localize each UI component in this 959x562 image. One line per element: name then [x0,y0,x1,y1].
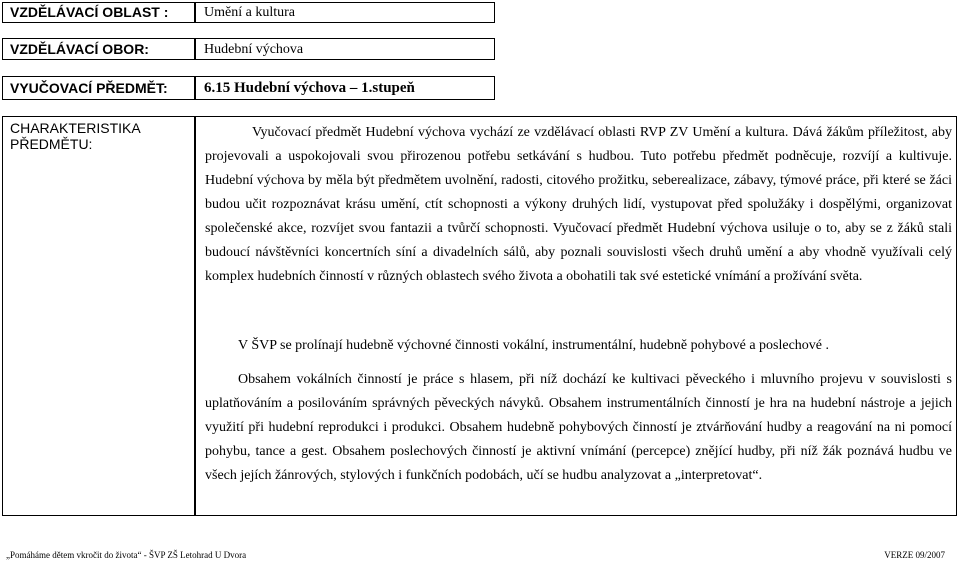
value-vyucovaci-predmet: 6.15 Hudební výchova – 1.stupeň [204,80,415,96]
footer-right: VERZE 09/2007 [884,550,945,560]
label-vzdelavaci-obor: VZDĚLÁVACÍ OBOR: [10,41,149,57]
characteristics-label-box [2,116,195,516]
characteristics-label-line1: CHARAKTERISTIKA [10,120,141,136]
footer-left: „Pomáháme dětem vkročit do života“ - ŠVP ZŠ Letohrad U Dvora [6,550,247,560]
paragraph-intro: Vyučovací předmět Hudební výchova vychází ze vzdělávací oblasti RVP ZV Umění a kultura. Dává žákům příležitost, aby projevovali a uspokojovali svou přirozenou potřebu setkávání s hudbou. Tuto potřebu předmět podněcuje, rozvíjí a kultivuje. Hudební výchova by měla být předmětem uvolnění, radosti, citového prožitku, seberealizace, zábavy, týmové práce, při které se žáci budou učit rozpoznávat krásu umění, ctít schopnosti a výkony druhých lidí, vystupovat před spolužáky i dospělými, organizovat společenské akce, rozvíjet svou fantazii a tvůrčí schopnosti. Vyučovací předmět Hudební výchova usiluje o to, aby se z žáků stali budoucí návštěvníci koncertních síní a divadelních sálů, aby poznali souvislosti všech druhů umění a aby vhodně využívali celý komplex hudebních činností v různých oblastech svého života a obohatili tak své estetické vnímání a prožívání světa. [205,125,952,284]
value-vzdelavaci-oblast: Umění a kultura [204,5,295,20]
paragraph-activities: V ŠVP se prolínají hudebně výchovné činnosti vokální, instrumentální, hudebně pohybové a poslechové . [238,338,830,353]
value-vzdelavaci-obor: Hudební výchova [204,42,304,57]
label-vyucovaci-predmet: VYUČOVACÍ PŘEDMĚT: [10,80,168,96]
characteristics-label-line2: PŘEDMĚTU: [10,136,93,152]
label-vzdelavaci-oblast: VZDĚLÁVACÍ OBLAST : [10,4,169,20]
paragraph-content: Obsahem vokálních činností je práce s hlasem, při níž dochází ke kultivaci pěveckého i mluvního projevu v souvislosti s uplatňováním a posilováním správných pěveckých návyků. Obsahem instrumentálních činností je hra na hudební nástroje a jejich využití při hudební reprodukci i produkci. Obsahem hudebně pohybových činností je ztvárňování hudby a reagování na ni pomocí pohybu, tance a gest. Obsahem poslechových činností je aktivní vnímání (percepce) znějící hudby, při níž žák poznává hudbu ve všech jejích žánrových, stylových i funkčních podobách, učí se hudbu analyzovat a „interpretovat“. [205,372,952,483]
